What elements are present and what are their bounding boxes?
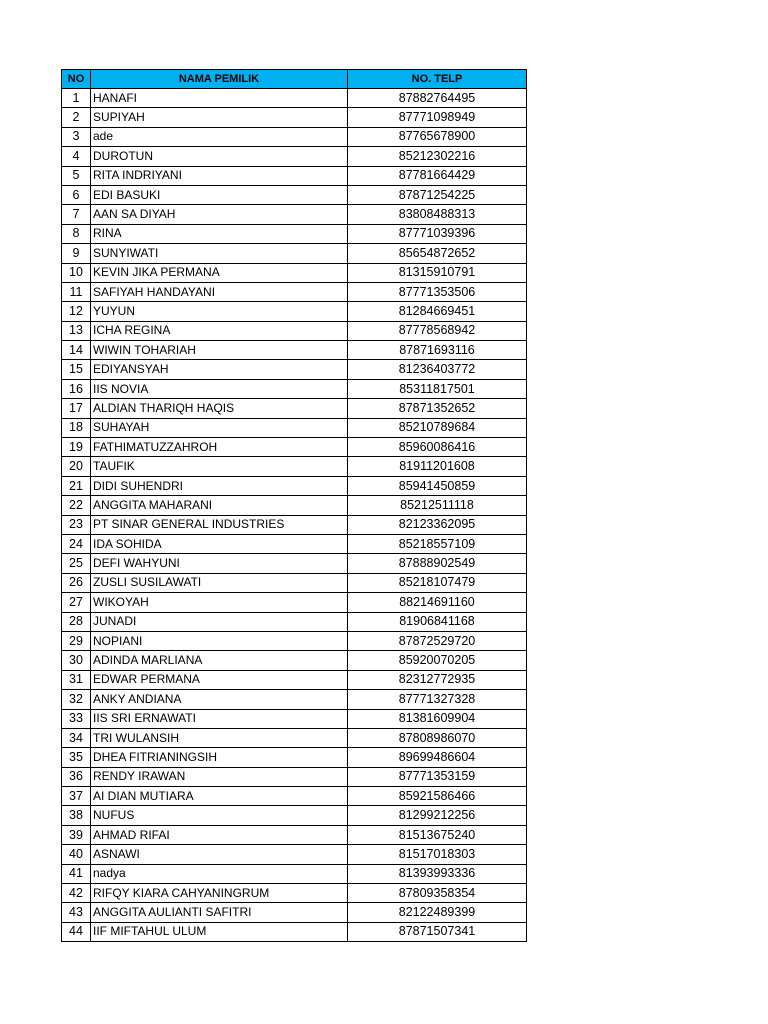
phone-number-cell: 89699486604 (348, 748, 527, 767)
row-number-cell: 21 (62, 476, 91, 495)
owner-name-cell: IIF MIFTAHUL ULUM (91, 922, 348, 941)
table-row (62, 282, 527, 301)
table-row (62, 476, 527, 495)
table-row (62, 825, 527, 844)
table-row (62, 360, 527, 379)
row-number-cell: 33 (62, 709, 91, 728)
row-number-cell: 27 (62, 593, 91, 612)
phone-number-cell: 85921586466 (348, 787, 527, 806)
row-number-cell: 19 (62, 438, 91, 457)
phone-number-cell: 81393993336 (348, 864, 527, 883)
row-number-cell: 42 (62, 884, 91, 903)
table-row (62, 205, 527, 224)
owner-name-cell: JUNADI (91, 612, 348, 631)
owner-name-cell: NUFUS (91, 806, 348, 825)
table-row (62, 709, 527, 728)
phone-number-cell: 85654872652 (348, 244, 527, 263)
phone-number-cell: 85212511118 (348, 496, 527, 515)
owner-name-cell: DIDI SUHENDRI (91, 476, 348, 495)
phone-number-cell: 87871693116 (348, 341, 527, 360)
phone-number-cell: 81284669451 (348, 302, 527, 321)
owner-name-cell: EDWAR PERMANA (91, 670, 348, 689)
table-row (62, 554, 527, 573)
row-number-cell: 25 (62, 554, 91, 573)
row-number-cell: 7 (62, 205, 91, 224)
row-number-cell: 11 (62, 282, 91, 301)
row-number-cell: 28 (62, 612, 91, 631)
table-row (62, 787, 527, 806)
row-number-cell: 15 (62, 360, 91, 379)
phone-number-cell: 85218107479 (348, 573, 527, 592)
phone-number-cell: 85311817501 (348, 379, 527, 398)
owner-name-cell: FATHIMATUZZAHROH (91, 438, 348, 457)
row-number-cell: 16 (62, 379, 91, 398)
row-number-cell: 30 (62, 651, 91, 670)
owner-name-cell: EDI BASUKI (91, 185, 348, 204)
row-number-cell: 32 (62, 690, 91, 709)
owner-name-cell: PT SINAR GENERAL INDUSTRIES (91, 515, 348, 534)
phone-number-cell: 87781664429 (348, 166, 527, 185)
row-number-cell: 20 (62, 457, 91, 476)
owner-name-cell: AHMAD RIFAI (91, 825, 348, 844)
phone-number-cell: 81236403772 (348, 360, 527, 379)
row-number-cell: 22 (62, 496, 91, 515)
owner-name-cell: ICHA REGINA (91, 321, 348, 340)
table-row (62, 670, 527, 689)
owner-name-cell: DUROTUN (91, 147, 348, 166)
row-number-cell: 44 (62, 922, 91, 941)
row-number-cell: 18 (62, 418, 91, 437)
owner-name-cell: WIKOYAH (91, 593, 348, 612)
phone-number-cell: 85212302216 (348, 147, 527, 166)
table-row (62, 166, 527, 185)
phone-number-cell: 81517018303 (348, 845, 527, 864)
owner-name-cell: WIWIN TOHARIAH (91, 341, 348, 360)
phone-number-cell: 83808488313 (348, 205, 527, 224)
owner-name-cell: nadya (91, 864, 348, 883)
table-body (62, 89, 527, 942)
owner-name-cell: SUHAYAH (91, 418, 348, 437)
phone-number-cell: 81911201608 (348, 457, 527, 476)
owner-name-cell: ANKY ANDIANA (91, 690, 348, 709)
owner-name-cell: AI DIAN MUTIARA (91, 787, 348, 806)
table-row (62, 244, 527, 263)
table-row (62, 612, 527, 631)
owner-name-cell: RENDY IRAWAN (91, 767, 348, 786)
phone-number-cell: 82123362095 (348, 515, 527, 534)
phone-number-cell: 87771039396 (348, 224, 527, 243)
table-row (62, 864, 527, 883)
owner-name-cell: NOPIANI (91, 631, 348, 650)
table-row (62, 884, 527, 903)
row-number-cell: 12 (62, 302, 91, 321)
table-row (62, 263, 527, 282)
table-row (62, 845, 527, 864)
table-row (62, 767, 527, 786)
owner-name-cell: ANGGITA AULIANTI SAFITRI (91, 903, 348, 922)
owner-name-cell: EDIYANSYAH (91, 360, 348, 379)
table-row (62, 922, 527, 941)
table-row (62, 418, 527, 437)
owner-name-cell: ade (91, 127, 348, 146)
owner-name-cell: SUNYIWATI (91, 244, 348, 263)
row-number-cell: 10 (62, 263, 91, 282)
table-row (62, 399, 527, 418)
phone-number-cell: 81906841168 (348, 612, 527, 631)
phone-number-cell: 87771327328 (348, 690, 527, 709)
table-row (62, 379, 527, 398)
phone-number-cell: 87778568942 (348, 321, 527, 340)
owner-name-cell: RIFQY KIARA CAHYANINGRUM (91, 884, 348, 903)
row-number-cell: 26 (62, 573, 91, 592)
phone-number-cell: 81381609904 (348, 709, 527, 728)
table-row (62, 438, 527, 457)
phone-number-cell: 87765678900 (348, 127, 527, 146)
owner-name-cell: ADINDA MARLIANA (91, 651, 348, 670)
row-number-cell: 39 (62, 825, 91, 844)
table-row (62, 651, 527, 670)
row-number-cell: 13 (62, 321, 91, 340)
row-number-cell: 37 (62, 787, 91, 806)
table-row (62, 108, 527, 127)
phone-number-cell: 85218557109 (348, 534, 527, 553)
phone-number-cell: 81299212256 (348, 806, 527, 825)
phone-number-cell: 87871507341 (348, 922, 527, 941)
row-number-cell: 14 (62, 341, 91, 360)
owner-name-cell: AAN SA DIYAH (91, 205, 348, 224)
table-row (62, 631, 527, 650)
table-row (62, 496, 527, 515)
row-number-cell: 5 (62, 166, 91, 185)
owner-name-cell: KEVIN JIKA PERMANA (91, 263, 348, 282)
phone-number-cell: 87808986070 (348, 728, 527, 747)
owner-name-cell: RITA INDRIYANI (91, 166, 348, 185)
table-row (62, 341, 527, 360)
phone-number-cell: 87872529720 (348, 631, 527, 650)
phone-number-cell: 85941450859 (348, 476, 527, 495)
phone-number-cell: 87888902549 (348, 554, 527, 573)
table-row (62, 748, 527, 767)
table-row (62, 903, 527, 922)
row-number-cell: 36 (62, 767, 91, 786)
owner-phone-table-container (61, 69, 527, 942)
phone-number-cell: 88214691160 (348, 593, 527, 612)
owner-name-cell: TAUFIK (91, 457, 348, 476)
owner-name-cell: YUYUN (91, 302, 348, 321)
row-number-cell: 1 (62, 89, 91, 108)
row-number-cell: 24 (62, 534, 91, 553)
row-number-cell: 35 (62, 748, 91, 767)
header-no: NO (62, 70, 91, 89)
phone-number-cell: 85920070205 (348, 651, 527, 670)
row-number-cell: 40 (62, 845, 91, 864)
row-number-cell: 17 (62, 399, 91, 418)
owner-name-cell: IIS SRI ERNAWATI (91, 709, 348, 728)
phone-number-cell: 87771098949 (348, 108, 527, 127)
owner-name-cell: IIS NOVIA (91, 379, 348, 398)
owner-name-cell: IDA SOHIDA (91, 534, 348, 553)
owner-name-cell: SAFIYAH HANDAYANI (91, 282, 348, 301)
row-number-cell: 9 (62, 244, 91, 263)
row-number-cell: 6 (62, 185, 91, 204)
phone-number-cell: 87882764495 (348, 89, 527, 108)
row-number-cell: 29 (62, 631, 91, 650)
phone-number-cell: 81513675240 (348, 825, 527, 844)
phone-number-cell: 82122489399 (348, 903, 527, 922)
owner-name-cell: ZUSLI SUSILAWATI (91, 573, 348, 592)
owner-name-cell: TRI WULANSIH (91, 728, 348, 747)
phone-number-cell: 87871254225 (348, 185, 527, 204)
phone-number-cell: 87871352652 (348, 399, 527, 418)
phone-number-cell: 81315910791 (348, 263, 527, 282)
row-number-cell: 31 (62, 670, 91, 689)
row-number-cell: 3 (62, 127, 91, 146)
table-row (62, 593, 527, 612)
table-row (62, 573, 527, 592)
table-row (62, 89, 527, 108)
table-row (62, 515, 527, 534)
row-number-cell: 2 (62, 108, 91, 127)
owner-name-cell: ALDIAN THARIQH HAQIS (91, 399, 348, 418)
table-row (62, 806, 527, 825)
owner-name-cell: HANAFI (91, 89, 348, 108)
owner-name-cell: DHEA FITRIANINGSIH (91, 748, 348, 767)
table-row (62, 147, 527, 166)
owner-name-cell: ANGGITA MAHARANI (91, 496, 348, 515)
row-number-cell: 4 (62, 147, 91, 166)
row-number-cell: 23 (62, 515, 91, 534)
phone-number-cell: 85960086416 (348, 438, 527, 457)
owner-phone-table (61, 69, 527, 942)
phone-number-cell: 85210789684 (348, 418, 527, 437)
table-row (62, 127, 527, 146)
table-row (62, 728, 527, 747)
table-row (62, 302, 527, 321)
row-number-cell: 41 (62, 864, 91, 883)
row-number-cell: 43 (62, 903, 91, 922)
table-row (62, 457, 527, 476)
owner-name-cell: RINA (91, 224, 348, 243)
table-row (62, 185, 527, 204)
phone-number-cell: 87771353506 (348, 282, 527, 301)
header-no-telp: NO. TELP (348, 70, 527, 89)
owner-name-cell: DEFI WAHYUNI (91, 554, 348, 573)
table-row (62, 690, 527, 709)
phone-number-cell: 82312772935 (348, 670, 527, 689)
table-row (62, 321, 527, 340)
table-row (62, 534, 527, 553)
phone-number-cell: 87771353159 (348, 767, 527, 786)
owner-name-cell: ASNAWI (91, 845, 348, 864)
table-row (62, 224, 527, 243)
owner-name-cell: SUPIYAH (91, 108, 348, 127)
row-number-cell: 34 (62, 728, 91, 747)
row-number-cell: 38 (62, 806, 91, 825)
header-nama-pemilik: NAMA PEMILIK (91, 70, 348, 89)
table-header-row (62, 70, 527, 89)
phone-number-cell: 87809358354 (348, 884, 527, 903)
row-number-cell: 8 (62, 224, 91, 243)
